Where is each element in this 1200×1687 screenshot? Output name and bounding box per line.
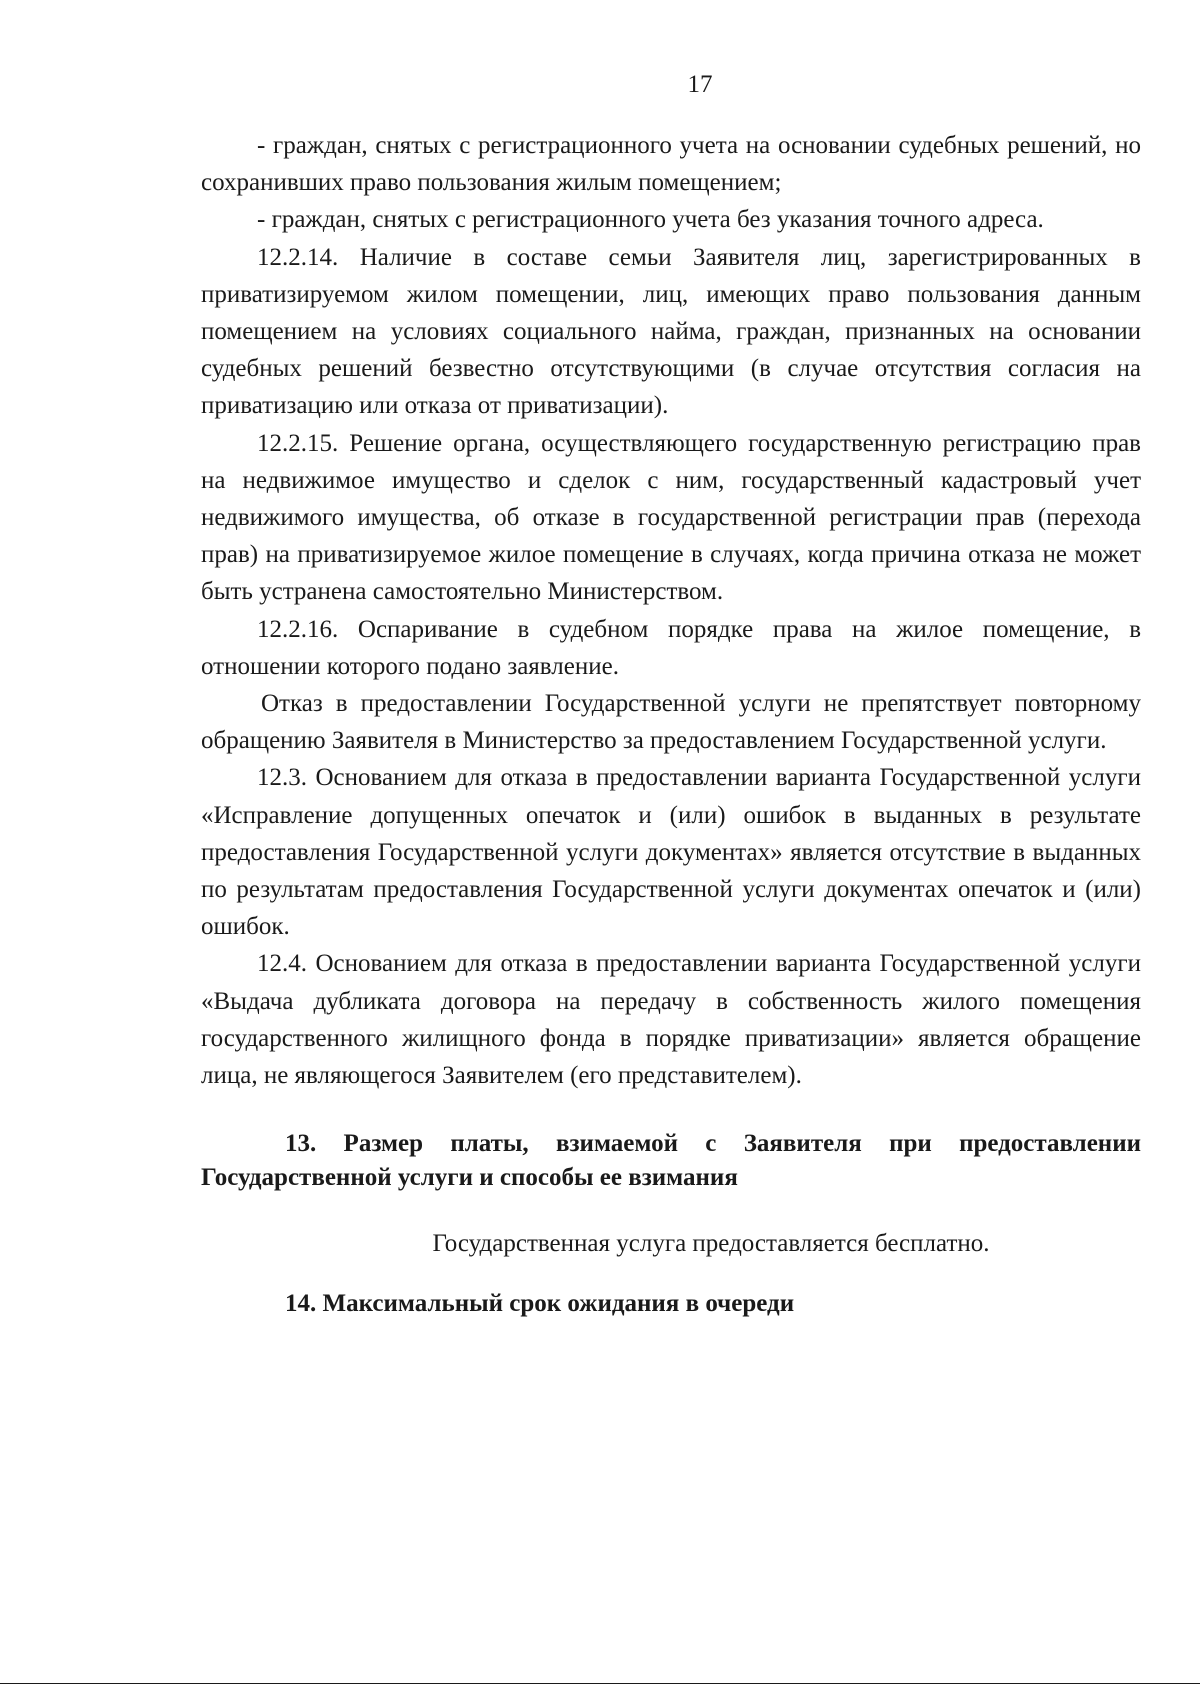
section-13-heading: 13. Размер платы, взимаемой с Заявителя при предоставлении Государственной услуги и способы ее взимания: [201, 1130, 1141, 1192]
paragraph: Отказ в предоставлении Государственной услуги не препятствует повторному обращению Заявителя в Министерство за предоставлением Государственной услуги.: [201, 690, 1141, 755]
paragraph: 12.4. Основанием для отказа в предоставлении варианта Государственной услуги «Выдача дубликата договора на передачу в собственность жилого помещения государственного жилищного фонда в порядке приватизации» является обращение лица, не являющегося Заявителем (его представителем).: [201, 950, 1141, 1090]
page-number: 17: [687, 71, 713, 98]
bottom-rule: [0, 1683, 1200, 1684]
paragraph: 12.3. Основанием для отказа в предоставлении варианта Государственной услуги «Исправление допущенных опечаток и (или) ошибок в выданных в результате предоставления Государственной услуги документах» является отсутствие в выданных по результатам предоставления Государственной услуги документах опечаток и (или) ошибок.: [201, 764, 1141, 941]
document-body: [201, 127, 1141, 1321]
section-13-text: Государственная услуга предоставляется бесплатно.: [432, 1230, 990, 1258]
paragraph: - граждан, снятых с регистрационного учета без указания точного адреса.: [257, 206, 1044, 234]
paragraph: 12.2.16. Оспаривание в судебном порядке права на жилое помещение, в отношении которого подано заявление.: [201, 615, 1141, 680]
paragraph: - граждан, снятых с регистрационного учета на основании судебных решений, но сохранивших право пользования жилым помещением;: [201, 132, 1141, 197]
paragraph: 12.2.14. Наличие в составе семьи Заявителя лиц, зарегистрированных в приватизируемом жилом помещении, лиц, имеющих право пользования данным помещением на условиях социального найма, граждан, признанных на основании судебных решений безвестно отсутствующими (в случае отсутствия согласия на приватизацию или отказа от приватизации).: [201, 243, 1141, 420]
paragraph: 12.2.15. Решение органа, осуществляющего государственную регистрацию прав на недвижимое имущество и сделок с ним, государственный кадастровый учет недвижимого имущества, об отказе в государственной регистрации прав (перехода прав) на приватизируемое жилое помещение в случаях, когда причина отказа не может быть устранена самостоятельно Министерством.: [201, 429, 1141, 606]
section-14-heading: 14. Максимальный срок ожидания в очереди: [285, 1290, 795, 1318]
